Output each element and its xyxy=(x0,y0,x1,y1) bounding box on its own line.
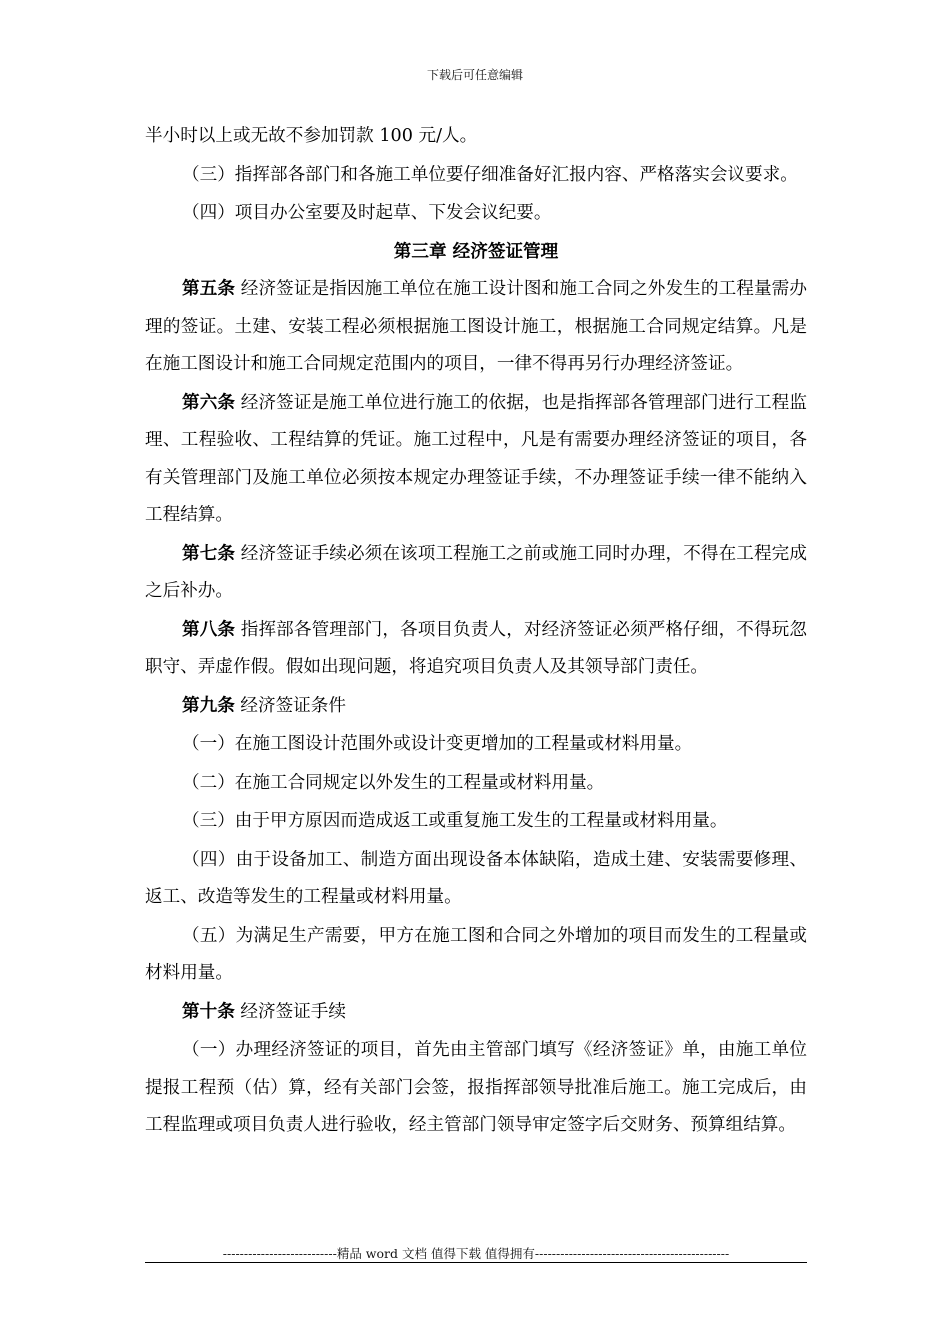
page-header: 下载后可任意编辑 xyxy=(426,68,523,82)
article-8: 第八条 指挥部各管理部门，各项目负责人，对经济签证必须严格仔细，不得玩忽职守、弄虚作假。假如出现问题，将追究项目负责人及其领导部门责任。 xyxy=(145,618,807,677)
list-item: （二）在施工合同规定以外发生的工程量或材料用量。 xyxy=(182,772,605,793)
article-5: 第五条 经济签证是指因施工单位在施工设计图和施工合同之外发生的工程量需办理的签证。土建、安装工程必须根据施工图设计施工，根据施工合同规定结算。凡是在施工图设计和施工合同规定范围内的项目，一律不得再另行办理经济签证。 xyxy=(145,278,807,374)
list-item: （四）由于设备加工、制造方面出现设备本体缺陷，造成土建、安装需要修理、返工、改造等发生的工程量或材料用量。 xyxy=(145,849,807,907)
article-label: 第十条 xyxy=(182,1000,235,1022)
list-item: （一）在施工图设计范围外或设计变更增加的工程量或材料用量。 xyxy=(182,734,693,754)
page-footer: ---------------------------精品 word 文档 值得下载 值得拥有---------------------------------------------- xyxy=(222,1246,730,1261)
article-6: 第六条 经济签证是施工单位进行施工的依据，也是指挥部各管理部门进行工程监理、工程验收、工程结算的凭证。施工过程中，凡是有需要办理经济签证的项目，各有关管理部门及施工单位必须按本规定办理签证手续，不办理签证手续一律不能纳入工程结算。 xyxy=(145,391,807,525)
document-body xyxy=(145,117,807,1145)
paragraph: （三）指挥部各部门和各施工单位要仔细准备好汇报内容、严格落实会议要求。 xyxy=(182,164,798,185)
article-9: 第九条 经济签证条件 xyxy=(182,694,346,716)
chapter-title: 第三章 经济签证管理 xyxy=(393,240,559,262)
article-label: 第九条 xyxy=(182,694,235,716)
list-item: （三）由于甲方原因而造成返工或重复施工发生的工程量或材料用量。 xyxy=(182,811,728,831)
paragraph: 半小时以上或无故不参加罚款 100 元/人。 xyxy=(145,126,478,146)
article-label: 第七条 xyxy=(182,542,236,564)
article-7: 第七条 经济签证手续必须在该项工程施工之前或施工同时办理，不得在工程完成之后补办。 xyxy=(145,542,807,601)
list-item: （五）为满足生产需要，甲方在施工图和合同之外增加的项目而发生的工程量或材料用量。 xyxy=(145,925,807,983)
paragraph: （四）项目办公室要及时起草、下发会议纪要。 xyxy=(182,203,552,223)
article-label: 第八条 xyxy=(182,618,236,640)
article-label: 第五条 xyxy=(182,278,236,299)
list-item: （一）办理经济签证的项目，首先由主管部门填写《经济签证》单，由施工单位提报工程预（估）算，经有关部门会签，报指挥部领导批准后施工。施工完成后，由工程监理或项目负责人进行验收，经主管部门领导审定签字后交财务、预算组结算。 xyxy=(145,1040,807,1135)
article-label: 第六条 xyxy=(182,391,236,413)
article-10: 第十条 经济签证手续 xyxy=(182,1000,346,1022)
footer-rule xyxy=(145,1262,807,1263)
